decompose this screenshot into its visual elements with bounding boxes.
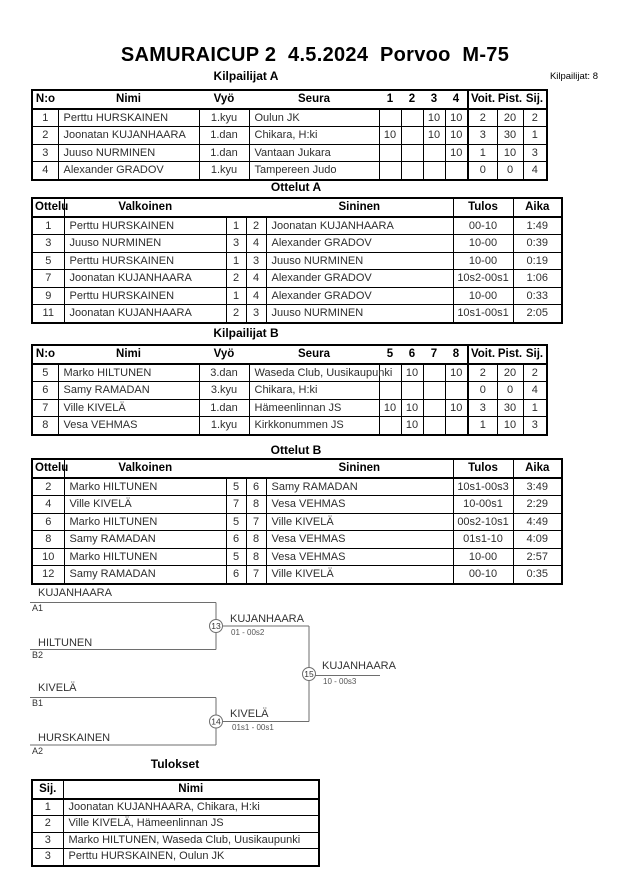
points-cell: 10 bbox=[497, 144, 523, 162]
result-cell: 10 bbox=[445, 109, 468, 127]
result-name: Perttu HURSKAINEN, Oulun JK bbox=[63, 849, 319, 866]
col-result: Tulos bbox=[453, 198, 513, 217]
result-place: 2 bbox=[32, 816, 63, 833]
competitor-row bbox=[32, 364, 547, 382]
result-cell bbox=[379, 382, 401, 400]
match-number: 11 bbox=[32, 305, 64, 323]
white-name: Ville KIVELÄ bbox=[64, 496, 226, 514]
blue-name: Vesa VEHMAS bbox=[266, 531, 453, 549]
col-blue: Sininen bbox=[266, 198, 453, 217]
white-number: 5 bbox=[226, 513, 246, 531]
match-result: 10-00s1 bbox=[453, 496, 513, 514]
result-cell bbox=[423, 144, 445, 162]
blue-number: 7 bbox=[246, 513, 266, 531]
col-no: N:o bbox=[32, 90, 58, 109]
pool-b-table bbox=[31, 344, 548, 436]
white-name: Samy RAMADAN bbox=[64, 531, 226, 549]
competitor-club: Chikara, H:ki bbox=[249, 127, 379, 145]
pool-b-header-row bbox=[32, 345, 547, 364]
result-cell bbox=[401, 382, 423, 400]
col-white: Valkoinen bbox=[64, 198, 226, 217]
result-cell bbox=[401, 109, 423, 127]
competitor-club: Oulun JK bbox=[249, 109, 379, 127]
col-opp-7: 7 bbox=[423, 345, 445, 364]
result-cell bbox=[401, 144, 423, 162]
white-number: 5 bbox=[226, 478, 246, 496]
competitor-row bbox=[32, 144, 547, 162]
result-cell bbox=[423, 417, 445, 435]
result-row bbox=[32, 849, 319, 866]
result-cell bbox=[445, 382, 468, 400]
competitor-name: Marko HILTUNEN bbox=[58, 364, 199, 382]
competitor-belt: 1.dan bbox=[199, 144, 249, 162]
points-cell: 0 bbox=[497, 162, 523, 180]
col-points: Pist. bbox=[497, 345, 523, 364]
match-13-number: 13 bbox=[211, 621, 221, 631]
blue-name: Samy RAMADAN bbox=[266, 478, 453, 496]
col-wins: Voit. bbox=[468, 90, 497, 109]
match-time: 4:49 bbox=[513, 513, 562, 531]
competitor-club: Vantaan Jukara bbox=[249, 144, 379, 162]
white-number: 3 bbox=[226, 235, 246, 253]
match-row bbox=[32, 496, 562, 514]
bracket-semi2-top-name: KIVELÄ bbox=[38, 682, 77, 694]
col-blue: Sininen bbox=[266, 459, 453, 478]
match-row bbox=[32, 270, 562, 288]
competitor-number: 3 bbox=[32, 144, 58, 162]
match-time: 1:49 bbox=[513, 217, 562, 235]
result-place: 3 bbox=[32, 849, 63, 866]
white-name: Marko HILTUNEN bbox=[64, 513, 226, 531]
col-name: Nimi bbox=[58, 90, 199, 109]
competitor-number: 7 bbox=[32, 399, 58, 417]
white-name: Perttu HURSKAINEN bbox=[64, 287, 226, 305]
matches-a-table bbox=[31, 197, 563, 324]
points-cell: 30 bbox=[497, 127, 523, 145]
bracket-semi2-bottom-name: HURSKAINEN bbox=[38, 732, 111, 744]
white-number: 2 bbox=[226, 270, 246, 288]
wins-cell: 1 bbox=[468, 144, 497, 162]
pool-a-header-row bbox=[32, 90, 547, 109]
match-row bbox=[32, 548, 562, 566]
col-match: Ottelu bbox=[32, 459, 64, 478]
blue-number: 4 bbox=[246, 270, 266, 288]
result-cell: 10 bbox=[445, 127, 468, 145]
match-number: 12 bbox=[32, 566, 64, 584]
match-row bbox=[32, 217, 562, 235]
result-row bbox=[32, 816, 319, 833]
white-name: Marko HILTUNEN bbox=[64, 478, 226, 496]
result-cell bbox=[423, 162, 445, 180]
match-result: 10-00 bbox=[453, 287, 513, 305]
page-title: SAMURAICUP 2 4.5.2024 Porvoo M-75 bbox=[120, 44, 510, 66]
match-row bbox=[32, 478, 562, 496]
match-number: 6 bbox=[32, 513, 64, 531]
white-number: 1 bbox=[226, 287, 246, 305]
col-opp-1: 1 bbox=[379, 90, 401, 109]
blue-number: 8 bbox=[246, 531, 266, 549]
wins-cell: 0 bbox=[468, 382, 497, 400]
blue-name: Juuso NURMINEN bbox=[266, 252, 453, 270]
col-time: Aika bbox=[513, 459, 562, 478]
match-number: 1 bbox=[32, 217, 64, 235]
blue-number: 4 bbox=[246, 287, 266, 305]
competitor-name: Vesa VEHMAS bbox=[58, 417, 199, 435]
blue-number: 2 bbox=[246, 217, 266, 235]
col-numbers bbox=[226, 198, 266, 217]
col-place: Sij. bbox=[523, 345, 547, 364]
blue-number: 3 bbox=[246, 252, 266, 270]
competitor-name: Ville KIVELÄ bbox=[58, 399, 199, 417]
blue-number: 6 bbox=[246, 478, 266, 496]
white-name: Perttu HURSKAINEN bbox=[64, 217, 226, 235]
place-cell: 3 bbox=[523, 417, 547, 435]
section-title-tulokset: Tulokset bbox=[150, 757, 200, 771]
bracket-seed-b1: B1 bbox=[32, 698, 44, 708]
points-cell: 30 bbox=[497, 399, 523, 417]
competitor-name: Samy RAMADAN bbox=[58, 382, 199, 400]
blue-name: Alexander GRADOV bbox=[266, 270, 453, 288]
competitor-number: 6 bbox=[32, 382, 58, 400]
competitor-name: Perttu HURSKAINEN bbox=[58, 109, 199, 127]
col-match: Ottelu bbox=[32, 198, 64, 217]
points-cell: 20 bbox=[497, 364, 523, 382]
result-cell: 10 bbox=[423, 109, 445, 127]
result-cell: 10 bbox=[445, 399, 468, 417]
result-place: 1 bbox=[32, 799, 63, 816]
match-result: 10-00 bbox=[453, 252, 513, 270]
wins-cell: 1 bbox=[468, 417, 497, 435]
matches-b-header-row bbox=[32, 459, 562, 478]
section-title-kilpailijat-b: Kilpailijat B bbox=[213, 326, 279, 340]
competitor-row bbox=[32, 109, 547, 127]
competitor-belt: 3.kyu bbox=[199, 382, 249, 400]
match-result: 10-00 bbox=[453, 235, 513, 253]
blue-name: Ville KIVELÄ bbox=[266, 513, 453, 531]
section-title-kilpailijat-a: Kilpailijat A bbox=[213, 69, 279, 83]
blue-name: Vesa VEHMAS bbox=[266, 496, 453, 514]
final-results-table bbox=[31, 779, 320, 867]
bracket-seed-a1: A1 bbox=[32, 603, 44, 613]
bracket-semi2-score: 01s1 - 00s1 bbox=[232, 723, 274, 732]
col-result: Tulos bbox=[453, 459, 513, 478]
points-cell: 20 bbox=[497, 109, 523, 127]
competitor-row bbox=[32, 382, 547, 400]
competitor-club: Kirkkonummen JS bbox=[249, 417, 379, 435]
competitors-count: Kilpailijat: 8 bbox=[549, 71, 598, 82]
place-cell: 3 bbox=[523, 144, 547, 162]
blue-number: 8 bbox=[246, 496, 266, 514]
bracket-semi1-winner: KUJANHAARA bbox=[230, 613, 304, 625]
match-number: 3 bbox=[32, 235, 64, 253]
blue-name: Joonatan KUJANHAARA bbox=[266, 217, 453, 235]
result-cell bbox=[379, 417, 401, 435]
blue-name: Alexander GRADOV bbox=[266, 235, 453, 253]
competitor-name: Alexander GRADOV bbox=[58, 162, 199, 180]
blue-name: Ville KIVELÄ bbox=[266, 566, 453, 584]
match-time: 0:33 bbox=[513, 287, 562, 305]
result-cell bbox=[379, 162, 401, 180]
white-number: 1 bbox=[226, 217, 246, 235]
match-row bbox=[32, 252, 562, 270]
match-result: 00-10 bbox=[453, 217, 513, 235]
bracket-semi2-winner: KIVELÄ bbox=[230, 708, 269, 720]
col-points: Pist. bbox=[497, 90, 523, 109]
match-number: 10 bbox=[32, 548, 64, 566]
bracket-semi1-top-name: KUJANHAARA bbox=[38, 587, 112, 599]
pool-a-table bbox=[31, 89, 548, 181]
result-cell: 10 bbox=[379, 127, 401, 145]
result-place: 3 bbox=[32, 832, 63, 849]
match-number: 9 bbox=[32, 287, 64, 305]
wins-cell: 3 bbox=[468, 127, 497, 145]
section-title-ottelut-b: Ottelut B bbox=[270, 443, 322, 457]
competitor-club: Tampereen Judo bbox=[249, 162, 379, 180]
match-time: 1:06 bbox=[513, 270, 562, 288]
col-opp-2: 2 bbox=[401, 90, 423, 109]
competitor-belt: 1.dan bbox=[199, 127, 249, 145]
result-name: Ville KIVELÄ, Hämeenlinnan JS bbox=[63, 816, 319, 833]
result-cell bbox=[401, 127, 423, 145]
col-name: Nimi bbox=[58, 345, 199, 364]
white-name: Perttu HURSKAINEN bbox=[64, 252, 226, 270]
place-cell: 4 bbox=[523, 382, 547, 400]
blue-number: 4 bbox=[246, 235, 266, 253]
col-time: Aika bbox=[513, 198, 562, 217]
match-number: 5 bbox=[32, 252, 64, 270]
place-cell: 2 bbox=[523, 364, 547, 382]
result-cell: 10 bbox=[401, 364, 423, 382]
col-name: Nimi bbox=[63, 780, 319, 799]
competitor-belt: 1.kyu bbox=[199, 162, 249, 180]
result-cell: 10 bbox=[445, 144, 468, 162]
place-cell: 1 bbox=[523, 127, 547, 145]
bracket-semi1-score: 01 - 00s2 bbox=[231, 628, 265, 637]
bracket-seed-b2: B2 bbox=[32, 650, 44, 660]
match-row bbox=[32, 235, 562, 253]
wins-cell: 0 bbox=[468, 162, 497, 180]
col-white: Valkoinen bbox=[64, 459, 226, 478]
match-time: 2:57 bbox=[513, 548, 562, 566]
match-row bbox=[32, 287, 562, 305]
match-result: 10-00 bbox=[453, 548, 513, 566]
col-wins: Voit. bbox=[468, 345, 497, 364]
white-name: Juuso NURMINEN bbox=[64, 235, 226, 253]
blue-number: 3 bbox=[246, 305, 266, 323]
col-opp-4: 4 bbox=[445, 90, 468, 109]
competitor-number: 1 bbox=[32, 109, 58, 127]
match-time: 2:29 bbox=[513, 496, 562, 514]
results-header-row bbox=[32, 780, 319, 799]
wins-cell: 3 bbox=[468, 399, 497, 417]
competitor-belt: 1.dan bbox=[199, 399, 249, 417]
match-result: 10s1-00s1 bbox=[453, 305, 513, 323]
section-title-ottelut-a: Ottelut A bbox=[270, 180, 322, 194]
bracket-final-score: 10 - 00s3 bbox=[323, 677, 357, 686]
result-cell bbox=[423, 364, 445, 382]
match-time: 0:19 bbox=[513, 252, 562, 270]
match-result: 10s2-00s1 bbox=[453, 270, 513, 288]
blue-number: 8 bbox=[246, 548, 266, 566]
result-cell: 10 bbox=[379, 399, 401, 417]
wins-cell: 2 bbox=[468, 109, 497, 127]
wins-cell: 2 bbox=[468, 364, 497, 382]
matches-a-header-row bbox=[32, 198, 562, 217]
white-number: 6 bbox=[226, 566, 246, 584]
result-cell: 10 bbox=[401, 417, 423, 435]
bracket-final-winner: KUJANHAARA bbox=[322, 660, 396, 672]
competitor-number: 5 bbox=[32, 364, 58, 382]
points-cell: 10 bbox=[497, 417, 523, 435]
col-club: Seura bbox=[249, 90, 379, 109]
match-time: 4:09 bbox=[513, 531, 562, 549]
match-number: 4 bbox=[32, 496, 64, 514]
result-cell bbox=[401, 162, 423, 180]
col-numbers bbox=[226, 459, 266, 478]
white-name: Joonatan KUJANHAARA bbox=[64, 305, 226, 323]
white-name: Joonatan KUJANHAARA bbox=[64, 270, 226, 288]
competitor-row bbox=[32, 417, 547, 435]
white-name: Marko HILTUNEN bbox=[64, 548, 226, 566]
result-name: Marko HILTUNEN, Waseda Club, Uusikaupunki bbox=[63, 832, 319, 849]
result-row bbox=[32, 799, 319, 816]
competitor-row bbox=[32, 127, 547, 145]
competitor-belt: 1.kyu bbox=[199, 109, 249, 127]
blue-name: Alexander GRADOV bbox=[266, 287, 453, 305]
result-cell bbox=[379, 144, 401, 162]
blue-name: Vesa VEHMAS bbox=[266, 548, 453, 566]
place-cell: 2 bbox=[523, 109, 547, 127]
match-row bbox=[32, 513, 562, 531]
competitor-belt: 3.dan bbox=[199, 364, 249, 382]
col-opp-8: 8 bbox=[445, 345, 468, 364]
result-cell bbox=[445, 162, 468, 180]
blue-number: 7 bbox=[246, 566, 266, 584]
match-result: 01s1-10 bbox=[453, 531, 513, 549]
bracket-semi1-bottom-name: HILTUNEN bbox=[38, 637, 93, 649]
competitor-name: Juuso NURMINEN bbox=[58, 144, 199, 162]
finals-bracket bbox=[0, 580, 630, 765]
match-number: 2 bbox=[32, 478, 64, 496]
col-belt: Vyö bbox=[199, 90, 249, 109]
match-row bbox=[32, 531, 562, 549]
competitor-row bbox=[32, 399, 547, 417]
result-cell bbox=[379, 109, 401, 127]
match-14-number: 14 bbox=[211, 716, 221, 727]
result-cell bbox=[423, 399, 445, 417]
place-cell: 1 bbox=[523, 399, 547, 417]
white-number: 2 bbox=[226, 305, 246, 323]
col-opp-3: 3 bbox=[423, 90, 445, 109]
competitor-row bbox=[32, 162, 547, 180]
blue-name: Juuso NURMINEN bbox=[266, 305, 453, 323]
col-club: Seura bbox=[249, 345, 379, 364]
result-cell: 10 bbox=[401, 399, 423, 417]
match-row bbox=[32, 305, 562, 323]
match-number: 7 bbox=[32, 270, 64, 288]
competitor-belt: 1.kyu bbox=[199, 417, 249, 435]
bracket-seed-a2: A2 bbox=[32, 746, 44, 756]
result-cell bbox=[423, 382, 445, 400]
result-cell: 10 bbox=[445, 364, 468, 382]
match-time: 2:05 bbox=[513, 305, 562, 323]
col-opp-5: 5 bbox=[379, 345, 401, 364]
competitor-club: Waseda Club, Uusikaupunki bbox=[249, 364, 379, 382]
white-number: 1 bbox=[226, 252, 246, 270]
place-cell: 4 bbox=[523, 162, 547, 180]
white-number: 6 bbox=[226, 531, 246, 549]
result-cell: 10 bbox=[423, 127, 445, 145]
col-opp-6: 6 bbox=[401, 345, 423, 364]
match-result: 00s2-10s1 bbox=[453, 513, 513, 531]
competitor-number: 8 bbox=[32, 417, 58, 435]
white-number: 5 bbox=[226, 548, 246, 566]
match-result: 00-10 bbox=[453, 566, 513, 584]
result-name: Joonatan KUJANHAARA, Chikara, H:ki bbox=[63, 799, 319, 816]
col-belt: Vyö bbox=[199, 345, 249, 364]
competitor-club: Hämeenlinnan JS bbox=[249, 399, 379, 417]
match-time: 0:39 bbox=[513, 235, 562, 253]
col-no: N:o bbox=[32, 345, 58, 364]
points-cell: 0 bbox=[497, 382, 523, 400]
white-number: 7 bbox=[226, 496, 246, 514]
white-name: Samy RAMADAN bbox=[64, 566, 226, 584]
col-place: Sij. bbox=[32, 780, 63, 799]
matches-b-table bbox=[31, 458, 563, 585]
match-time: 0:35 bbox=[513, 566, 562, 584]
competitor-club: Chikara, H:ki bbox=[249, 382, 379, 400]
match-result: 10s1-00s3 bbox=[453, 478, 513, 496]
result-cell bbox=[445, 417, 468, 435]
competitor-number: 4 bbox=[32, 162, 58, 180]
competitor-name: Joonatan KUJANHAARA bbox=[58, 127, 199, 145]
match-time: 3:49 bbox=[513, 478, 562, 496]
col-place: Sij. bbox=[523, 90, 547, 109]
match-number: 8 bbox=[32, 531, 64, 549]
result-row bbox=[32, 832, 319, 849]
match-15-number: 15 bbox=[304, 669, 314, 679]
competitor-number: 2 bbox=[32, 127, 58, 145]
